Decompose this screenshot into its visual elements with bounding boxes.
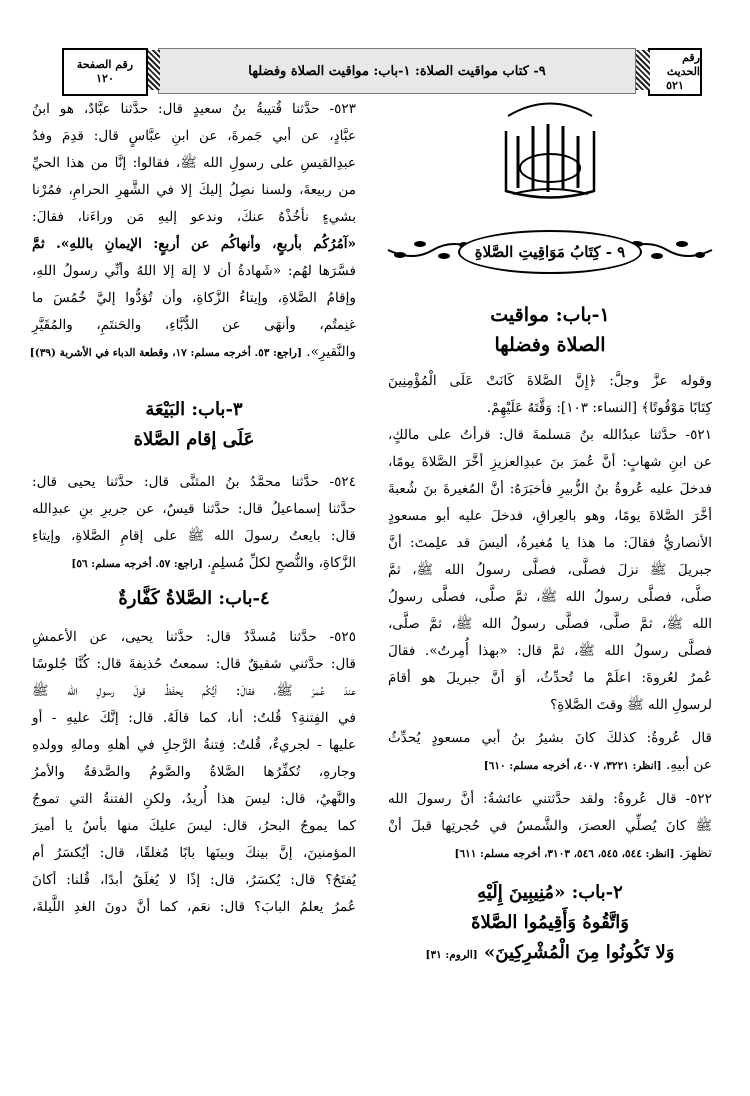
- hatch-pattern-left: [146, 50, 160, 90]
- page-number-label: رقم الصفحة: [76, 58, 134, 72]
- text-line: عليها - لجريءٌ، قُلتُ: فِتنةُ الرَّجلِ في أهلهِ ومالهِ وولدهِ: [32, 737, 356, 753]
- text-line: لرسولِ الله ﷺ وقتَ الصَّلاةِ؟: [550, 697, 712, 713]
- text-line: وقوله عزَّ وجلَّ: ﴿إِنَّ الصَّلاةَ كَانَتْ عَلَى الْمُؤْمِنِينَ: [388, 373, 712, 389]
- text-line: من ربيعةَ، ولسنا نصِلُ إليكَ إلا في الشَّهرِ الحرامِ، فمُرْنا: [32, 182, 356, 198]
- text-line: والنَّهيُ، قال: ليسَ هذا أُريدُ، ولكنِ الفتنةُ التي تموجُ: [32, 791, 356, 807]
- verse-paragraph: [388, 368, 712, 422]
- text-line: صلَّى، فصلَّى رسولُ الله ﷺ، ثمَّ صلَّى، فصلَّى رسولُ: [388, 589, 712, 605]
- hadith-522-reference: [انظر: ٥٤٤، ٥٤٥، ٥٤٦، ٣١٠٣، أخرجه مسلم: ٦١١]: [454, 848, 675, 860]
- hadith-number-label: رقم الحديث: [666, 51, 700, 79]
- chapter1-title-line2: الصلاة وفضلها: [494, 334, 606, 356]
- text-line: قال: حدَّثني شقيقٌ قال: سمعتُ حُذيفةَ قال: كُنَّا جُلوسًا: [32, 656, 356, 672]
- hadith-523-reference: [راجع: ٥٣. أخرجه مسلم: ١٧، وقطعة الدباء في الأشربة (٣٩)]: [29, 347, 302, 359]
- text-line: عُمرُ لعُروةَ: اعلَمْ ما تُحدِّثُ، أوَ أنَّ جبريلَ هو أقامَ: [388, 670, 712, 686]
- text-line: «آمُرُكُم بأربعٍ، وأنهاكُم عن أربعٍ: الإيمانِ باللهِ». ثمَّ: [32, 236, 356, 252]
- chapter2-title-line2: وَاتَّقُوهُ وَأَقِيمُوا الصَّلاةَ: [471, 912, 629, 933]
- text-line: ٥٢١- حدَّثنا عبدُالله بنُ مَسلمةَ قال: قرأتُ على مالكٍ،: [388, 427, 712, 443]
- text-line: وإقامُ الصَّلاةِ، وإيتاءُ الزَّكاةِ، وأن تُؤدُّوا إليَّ خُمُسَ ما: [32, 290, 356, 306]
- chapter3-title-line2: عَلَى إقام الصَّلاة: [133, 429, 255, 450]
- text-line: في الفِتنةِ؟ قُلتُ: أنا، كما قالَهُ. قال: إنَّكَ عليهِ - أو: [32, 710, 356, 726]
- text-line: فصلَّى رسولُ الله ﷺ، ثمَّ قال: «بهذا أُمِرتُ». فقالَ: [388, 643, 712, 659]
- hatch-pattern-right: [636, 50, 650, 90]
- text-line: غنِمتُم، وأنهَى عن الدُّبَّاءِ، والحَنتَمِ، والمُقَيَّرِ: [32, 317, 356, 333]
- hadith-number-box: [648, 48, 702, 96]
- text-line: حدَّثنا إسماعيلُ قال: حدَّثنا قيسٌ، عن جريرِ بنِ عبدِالله: [32, 501, 356, 517]
- text-line: بشيءٍ نأخُذْهُ عنكَ، وندعو إليهِ مَن وراءَنا، فقالَ:: [32, 209, 356, 225]
- text-line-part: عن أبيهِ.: [665, 757, 712, 773]
- hadith-524: [32, 469, 356, 578]
- text-line: قال: بايعتُ رسولَ الله ﷺ على إقامِ الصَّلاةِ، وإيتاءِ: [32, 528, 356, 544]
- text-line: أخَّرَ الصَّلاةَ يومًا، وهو بالعِراقِ، فدخلَ عليه أبو مسعودٍ: [388, 508, 712, 524]
- text-line: ٥٢٢- قال عُروةُ: ولقد حدَّثتني عائشةُ: أنَّ رسولَ الله: [388, 791, 712, 807]
- hadith-number: ٥٢١: [666, 78, 684, 92]
- page-number: ١٢٠: [96, 72, 114, 85]
- text-line: عبدِالقيسِ على رسولِ الله ﷺ، فقالوا: إنَّا من هذا الحيِّ: [32, 155, 356, 171]
- text-line: [32, 550, 356, 578]
- hadith-525: [32, 624, 356, 921]
- right-column: [388, 96, 712, 974]
- text-line-part: والنَّقيرِ».: [306, 344, 356, 360]
- hadith-522: [388, 786, 712, 868]
- page-number-box: [62, 48, 148, 96]
- text-line: قال عُروةُ: كذلكَ كانَ بشيرُ بنُ أبي مسعودٍ يُحدِّثُ: [388, 730, 712, 746]
- text-line: [388, 840, 712, 868]
- page-header: [62, 48, 702, 92]
- text-line: كما يموجُ البحرُ، قال: ليسَ عليكَ منها بأسٌ يا أميرَ: [32, 818, 356, 834]
- text-line: فدخلَ عليه عُروةُ بنُ الزُّبيرِ فأخبَرَهُ: أنَّ المُغيرةَ بنَ شُعبةَ: [388, 481, 712, 497]
- book-title: ٩ - كِتَابُ مَوَاقِيتِ الصَّلاةِ: [458, 230, 642, 274]
- text-line: الأنصاريُّ فقالَ: ما هذا يا مُغيرةُ، أليسَ قد علِمتَ: أنَّ: [388, 535, 712, 551]
- text-line: عُمرُ يعلمُ البابَ؟ قال: نعَم، كما أنَّ دونَ الغدِ اللَّيلةَ،: [32, 899, 356, 915]
- text-line: الله ﷺ، ثمَّ صلَّى، فصلَّى رسولُ الله ﷺ، ثمَّ صلَّى،: [388, 616, 712, 632]
- chapter4-title: ٤-باب: الصَّلاةُ كَفَّارةٌ: [118, 588, 270, 609]
- text-line-part: الزَّكاةِ، والنُّصحِ لكلِّ مُسلِمٍ.: [207, 555, 356, 571]
- text-line: وجارهِ، تُكفِّرُها الصَّلاةُ والصَّومُ والصَّدقةُ والأمرُ: [32, 764, 356, 780]
- text-line: عندَ عُمرَ ﷺ، فقالَ: أيُّكُم يحفَظُ قولَ رسولِ الله ﷺ: [32, 683, 356, 699]
- chapter1-title-line1: ١-باب: مواقيت: [490, 304, 610, 326]
- text-line: كِتَابًا مَوْقُوتًا﴾ [النساء: ١٠٣]: وَقَّتَهُ عَلَيْهِمْ.: [486, 400, 712, 416]
- text-line: يُفتَحُ؟ قال: يُكسَرُ، قال: إذًا لا يُغلَقُ أبدًا، قُلنا: أكانَ: [32, 872, 356, 888]
- chapter2-title-line1: ٢-باب: «مُنِيبِينَ إِلَيْهِ: [477, 882, 623, 903]
- text-line: [29, 339, 356, 367]
- hadith-521: [388, 422, 712, 719]
- chapter2-reference: [الروم: ٣١]: [425, 949, 478, 961]
- chapter3-title-line1: ٣-باب: البَيْعَة: [145, 399, 243, 420]
- hadith-521-reference: [انظر: ٣٢٢١، ٤٠٠٧، أخرجه مسلم: ٦١٠]: [483, 760, 662, 772]
- text-line-part: تظهرَ.: [678, 845, 712, 861]
- text-line: عبَّادٍ، عن أبي جَمرةَ، عن ابنِ عبَّاسٍ قال: قدِمَ وفدُ: [32, 128, 356, 144]
- text-line: فسَّرَها لهُم: «شَهادةُ أن لا إلهَ إلا اللهُ وأنِّي رسولُ اللهِ،: [32, 263, 356, 279]
- text-line: عن ابنِ شهابٍ: أنَّ عُمرَ بنَ عبدِالعزيزِ أخَّرَ الصَّلاةَ يومًا،: [388, 454, 712, 470]
- text-line: جبريلَ ﷺ نزلَ فصلَّى، فصلَّى رسولُ الله ﷺ، ثمَّ: [388, 562, 712, 578]
- hadith-521-continuation: [388, 725, 712, 780]
- hadith-523: [29, 96, 356, 367]
- hadith-524-reference: [راجع: ٥٧. أخرجه مسلم: ٥٦]: [71, 558, 203, 570]
- chapter2-title-text: وَلا تَكُونُوا مِنَ الْمُشْرِكِينَ»: [484, 942, 675, 963]
- left-column: [29, 96, 356, 921]
- running-title: ٩- كتاب مواقيت الصلاة: ١-باب: مواقيت الصلاة وفضلها: [158, 48, 636, 94]
- text-line: المؤمنينَ، إنَّ بينكَ وبينَها بابًا مُغلقًا، قال: أيُكسَرُ أم: [32, 845, 356, 861]
- book-title-ornament: [388, 216, 712, 288]
- text-line: ٥٢٥- حدَّثنا مُسدَّدٌ قال: حدَّثنا يحيى، عن الأعمشِ: [32, 629, 356, 645]
- text-line: ٥٢٣- حدَّثنا قُتيبةُ بنُ سعيدٍ قال: حدَّثنا عبَّادٌ، هو ابنُ: [32, 101, 356, 117]
- text-line: ﷺ كانَ يُصلِّي العصرَ، والشَّمسُ في حُجرتِها قبلَ أنْ: [388, 818, 712, 834]
- calligraphy-emblem-icon: [388, 96, 712, 206]
- text-line: [388, 752, 712, 780]
- text-line: ٥٢٤- حدَّثنا محمَّدُ بنُ المثنَّى قال: حدَّثنا يحيى قال:: [32, 474, 356, 490]
- chapter2-title-line3: [388, 938, 712, 970]
- calligraphy-emblem: [388, 96, 712, 216]
